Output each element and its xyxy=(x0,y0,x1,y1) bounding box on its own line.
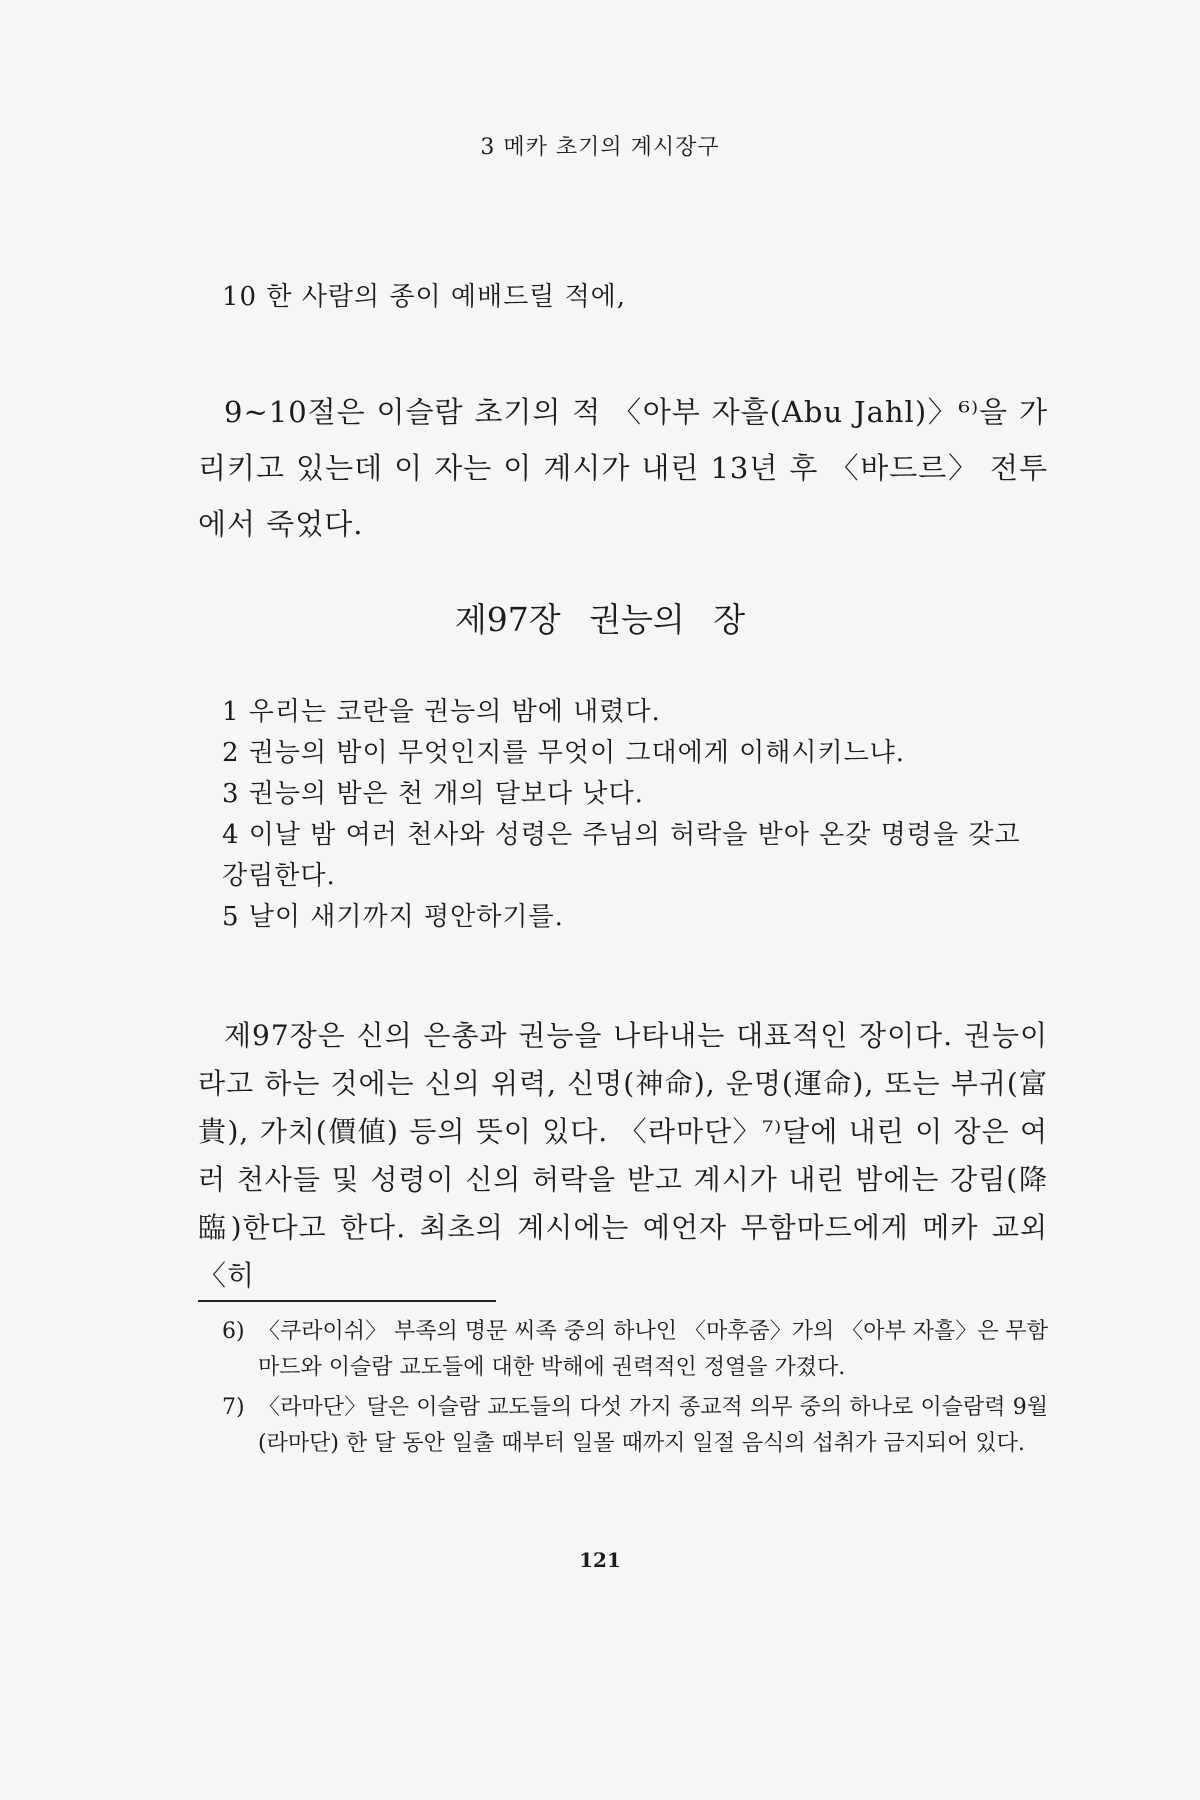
footnotes xyxy=(222,1314,1048,1466)
footnote-7 xyxy=(222,1390,1048,1462)
verse-3: 3 권능의 밤은 천 개의 달보다 낫다. xyxy=(222,779,644,809)
footnote-divider xyxy=(198,1300,496,1302)
verse-2: 2 권능의 밤이 무엇인지를 무엇이 그대에게 이해시키느냐. xyxy=(222,738,906,768)
footnote-text: 〈쿠라이쉬〉 부족의 명문 씨족 중의 하나인 〈마후줌〉가의 〈아부 자흘〉은 무함마드와 이슬람 교도들에 대한 박해에 권력적인 정열을 가졌다. xyxy=(258,1319,1048,1380)
commentary-paragraph-1: 9~10절은 이슬람 초기의 적 〈아부 자흘(Abu Jahl)〉⁶⁾을 가리키고 있는데 이 자는 이 계시가 내린 13년 후 〈바드르〉 전투에서 죽었다. xyxy=(198,395,1048,541)
verse-5: 5 날이 새기까지 평안하기를. xyxy=(222,902,564,932)
page-number: 121 xyxy=(579,1548,621,1572)
chapter-title: 제97장 권능의 장 xyxy=(454,600,746,639)
verse-list xyxy=(222,692,1042,938)
footnote-text: 〈라마단〉달은 이슬람 교도들의 다섯 가지 종교적 의무 중의 하나로 이슬람력 9월(라마단) 한 달 동안 일출 때부터 일몰 때까지 일절 음식의 섭취가 금지되어 있다. xyxy=(258,1395,1048,1456)
verse-4: 4 이날 밤 여러 천사와 성령은 주님의 허락을 받아 온갖 명령을 갖고 강림한다. xyxy=(222,820,1021,891)
verse-1: 1 우리는 코란을 권능의 밤에 내렸다. xyxy=(222,697,661,727)
verse-10: 10 한 사람의 종이 예배드릴 적에, xyxy=(222,282,627,312)
footnote-mark: 7) xyxy=(222,1395,245,1420)
footnote-mark: 6) xyxy=(222,1319,245,1344)
footnote-6 xyxy=(222,1314,1048,1386)
running-head: 3 메카 초기의 계시장구 xyxy=(480,135,720,160)
commentary-paragraph-2: 제97장은 신의 은총과 권능을 나타내는 대표적인 장이다. 권능이라고 하는 것에는 신의 위력, 신명(神命), 운명(運命), 또는 부귀(富貴), 가치(價値) 등의 뜻이 있다. 〈라마단〉⁷⁾달에 내린 이 장은 여러 천사들 및 성령이 신의 허락을 받고 계시가 내린 밤에는 강림(降臨)한다고 한다. 최초의 계시에는 예언자 무함마드에게 메카 교외 〈히 xyxy=(198,1019,1048,1292)
